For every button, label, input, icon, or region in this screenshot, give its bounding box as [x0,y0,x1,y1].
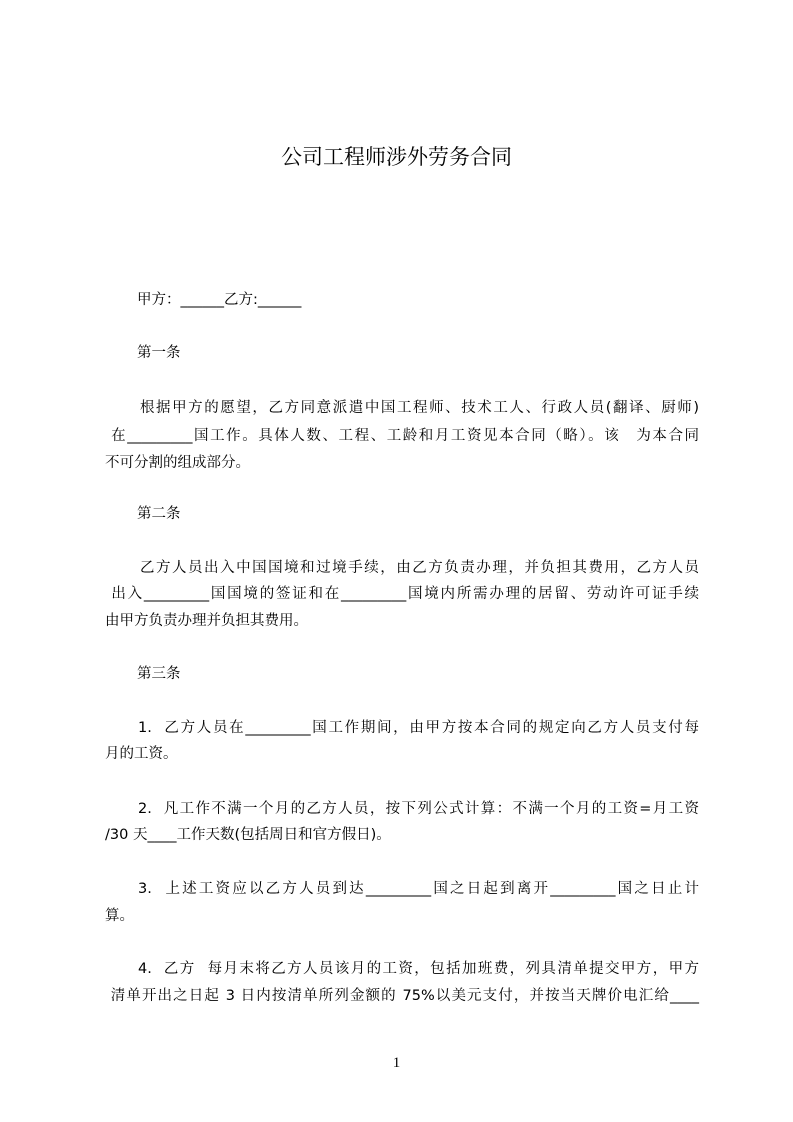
article-2-heading: 第二条 [137,506,181,522]
article-2-line: 出入_________国国境的签证和在_________国境内所需办理的居留、劳动许可证手续 [105,586,699,602]
clause-4-line: 4. 乙方 每月末将乙方人员该月的工资，包括加班费，列具清单提交甲方，甲方 [138,961,699,977]
article-1-line: 根据甲方的愿望，乙方同意派遣中国工程师、技术工人、行政人员(翻译、厨师) [140,400,699,416]
clause-2-line: 2. 凡工作不满一个月的乙方人员，按下列公式计算：不满一个月的工资=月工资 [138,801,699,817]
clause-2-line: /30 天____工作天数(包括周日和官方假日)。 [105,827,391,843]
article-2-line: 乙方人员出入中国国境和过境手续，由乙方负责办理，并负担其费用，乙方人员 [140,560,699,576]
article-2-line: 由甲方负责办理并负担其费用。 [105,613,308,629]
clause-4-line: 清单开出之日起 3 日内按清单所列金额的 75%以美元支付，并按当天牌价电汇给____ [105,988,699,1004]
clause-3-line: 3. 上述工资应以乙方人员到达_________国之日起到离开_________国之日止计 [138,881,699,897]
article-1-heading: 第一条 [137,345,181,361]
page-number: 1 [392,1055,401,1071]
document-title: 公司工程师涉外劳务合同 [281,145,512,169]
clause-1-line: 1. 乙方人员在_________国工作期间，由甲方按本合同的规定向乙方人员支付每 [138,720,699,736]
clause-1-line: 月的工资。 [105,746,178,762]
article-3-heading: 第三条 [137,666,181,682]
parties-line: 甲方：______乙方:______ [137,292,302,308]
article-1-line: 在_________国工作。具体人数、工程、工龄和月工资见本合同（略）。该 为本合同 [105,428,699,444]
article-1-line: 不可分割的组成部分。 [105,455,250,471]
clause-3-line: 算。 [105,908,134,924]
